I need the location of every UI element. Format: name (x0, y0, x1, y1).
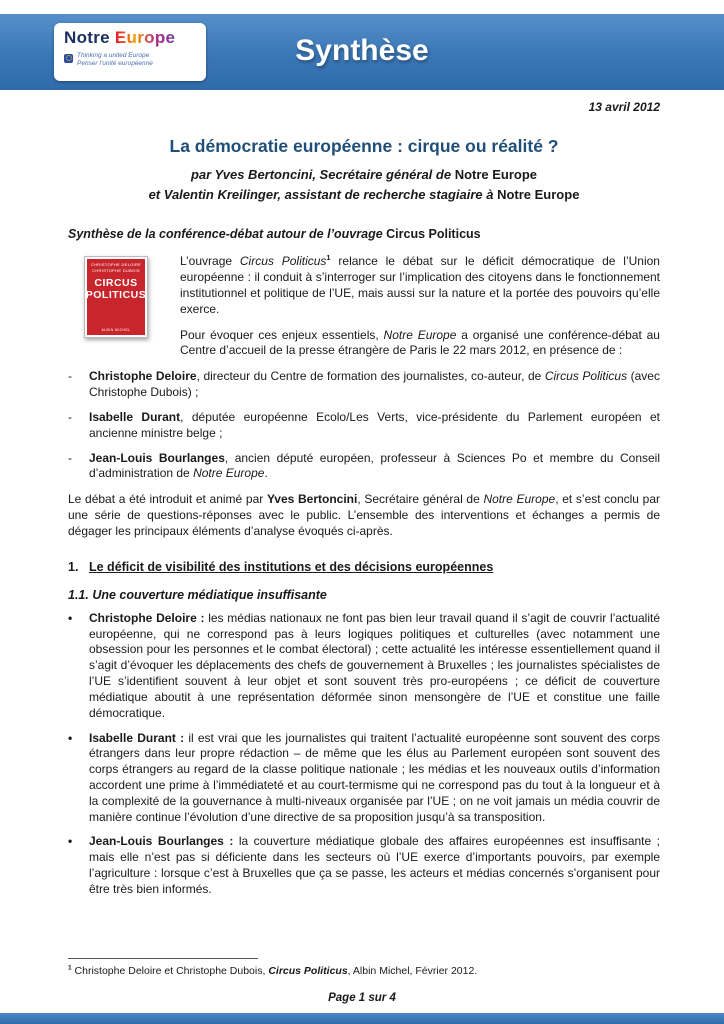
footnote-text: $^1$ Christophe Deloire et Christophe Dubois, Circus Politicus, Albin Michel, Février 2012. (68, 964, 478, 977)
header-title: Synthèse (295, 34, 429, 67)
speaker-text: Jean-Louis Bourlanges, ancien député européen, professeur à Sciences Po et membre du Conseil d’administration de Notre Europe. (89, 450, 660, 481)
header-band (0, 14, 724, 90)
footnote-divider (68, 958, 258, 959)
document-body (68, 132, 660, 898)
byline-line-2: et Valentin Kreilinger, assistant de recherche stagiaire à Notre Europe (148, 187, 580, 203)
speaker-item (68, 369, 660, 401)
logo-tagline-en: Thinking a united Europe (77, 51, 150, 59)
logo-text-notre: Notre (64, 28, 115, 47)
book-cover-publisher: ALBIN MICHEL (101, 328, 131, 333)
footnote (68, 958, 660, 978)
section-1-heading (68, 560, 660, 574)
bullet-text: Christophe Deloire : les médias nationaux ne font pas bien leur travail quand il s’agit de couvrir l’actualité européenne, qui ne correspond pas à leurs logiques politiques et culturelles (avec notamment une obsession pour les personnes et le combat électoral) ; cette actualité les intéresse essentiellement quand il s’agit d’évoquer les déplacements des chefs de gouvernement à Bruxelles ; les journalistes spécialistes de l’UE s’identifient souvent à leur objet et sont souvent très pro-européens ; ce déficit de couverture médiatique aboutit à une représentation déformée sinon mensongère de l’UE et constitue une faille démocratique. (89, 610, 661, 720)
speaker-item (68, 451, 660, 483)
logo-tagline-fr: Penser l’unité européenne (77, 60, 153, 68)
bullet-marker: • (68, 610, 73, 625)
book-cover-title (86, 278, 147, 301)
book-cover-author-1: CHRISTOPHE DELOIRE (90, 262, 142, 268)
logo-text-europe: Europe (114, 28, 176, 47)
book-cover-authors (91, 262, 141, 273)
book-cover-image (84, 256, 148, 338)
footer-band (0, 1013, 724, 1024)
bullet-marker: • (68, 730, 73, 745)
page-title: La démocratie européenne : cirque ou réalité ? (169, 136, 559, 156)
speaker-text: Christophe Deloire, directeur du Centre de formation des journalistes, co-auteur, de Circus Politicus (avec Christophe Dubois) ; (89, 369, 660, 400)
conference-subtitle: Synthèse de la conférence-débat autour de l’ouvrage Circus Politicus (68, 227, 481, 242)
book-cover-author-2: CHRISTOPHE DUBOIS (92, 267, 140, 273)
page-number: Page 1 sur 4 (328, 992, 396, 1004)
bullet-item (68, 834, 660, 897)
book-cover-art (87, 259, 145, 335)
book-cover-title-2: POLITICUS (85, 289, 147, 302)
dash-marker: - (68, 369, 72, 384)
bullet-item (68, 731, 660, 826)
intro-paragraph-1: L’ouvrage Circus Politicus$^1$ relance le débat sur le déficit démocratique de l’Union européenne : il conduit à s’interroger sur l’implication des citoyens dans le fonctionnement institutionnel et politique de l’UE, mais aussi sur la nature et la portée des pouvoirs qu’elle exerce. (180, 253, 660, 316)
speaker-text: Isabelle Durant, députée européenne Ecolo/Les Verts, vice-présidente du Parlement européen et ancienne ministre belge ; (89, 409, 661, 440)
bullet-marker: • (68, 834, 73, 849)
speaker-item (68, 410, 660, 442)
section-1-title: Le déficit de visibilité des institutions et des décisions européennes (89, 559, 494, 574)
document-date: 13 avril 2012 (588, 100, 660, 114)
book-cover-title-1: CIRCUS (94, 277, 138, 290)
debate-summary-paragraph: Le débat a été introduit et animé par Yves Bertoncini, Secrétaire général de Notre Europe, et s’est conclu par une série de questions-réponses avec le public. L’ensemble des interventions et échanges a permis de dégager les principaux éléments d’analyse évoqués ci-après. (68, 492, 660, 538)
intro-paragraph-2: Pour évoquer ces enjeux essentiels, Notre Europe a organisé une conférence-débat au Centre d’accueil de la presse étrangère de Paris le 22 mars 2012, en présence de : (180, 327, 660, 358)
section-1-number: 1. (68, 559, 79, 574)
section-1-1-heading: 1.1. Une couverture médiatique insuffisante (68, 587, 327, 602)
dash-marker: - (68, 409, 72, 424)
dash-marker: - (68, 450, 72, 465)
byline (68, 165, 660, 205)
byline-line-1: par Yves Bertoncini, Secrétaire général de Notre Europe (190, 167, 538, 182)
bullet-text: Jean-Louis Bourlanges : la couverture médiatique globale des affaires européennes est insuffisante ; mais elle n’est pas si déficiente dans les secteurs où l’UE exerce d’importants pouvoirs, par exemple l’agriculture : lorsque c’est à Bruxelles que ça se passe, les acteurs et médias concernés s’organisent pour être très bien informés. (89, 834, 660, 896)
bullet-text: Isabelle Durant : il est vrai que les journalistes qui traitent l’actualité européenne sont souvent des corps étrangers dans leur propre rédaction – de même que les élus au Parlement européen sont souvent des corps étrangers au regard de la classe politique nationale ; les médias et les nouveaux outils d’information accordent une prime à l’immédiateté et au court-termisme qui ne correspond pas du tout à la longueur et à la complexité de la gouvernance à multi-niveaux organisée par l’UE ; on ne voit jamais un média couvrir de manière continue l’évolution d’une directive de sa proposition jusqu’à sa transposition. (89, 730, 661, 824)
intro-block (68, 253, 660, 359)
bullet-item (68, 611, 660, 722)
